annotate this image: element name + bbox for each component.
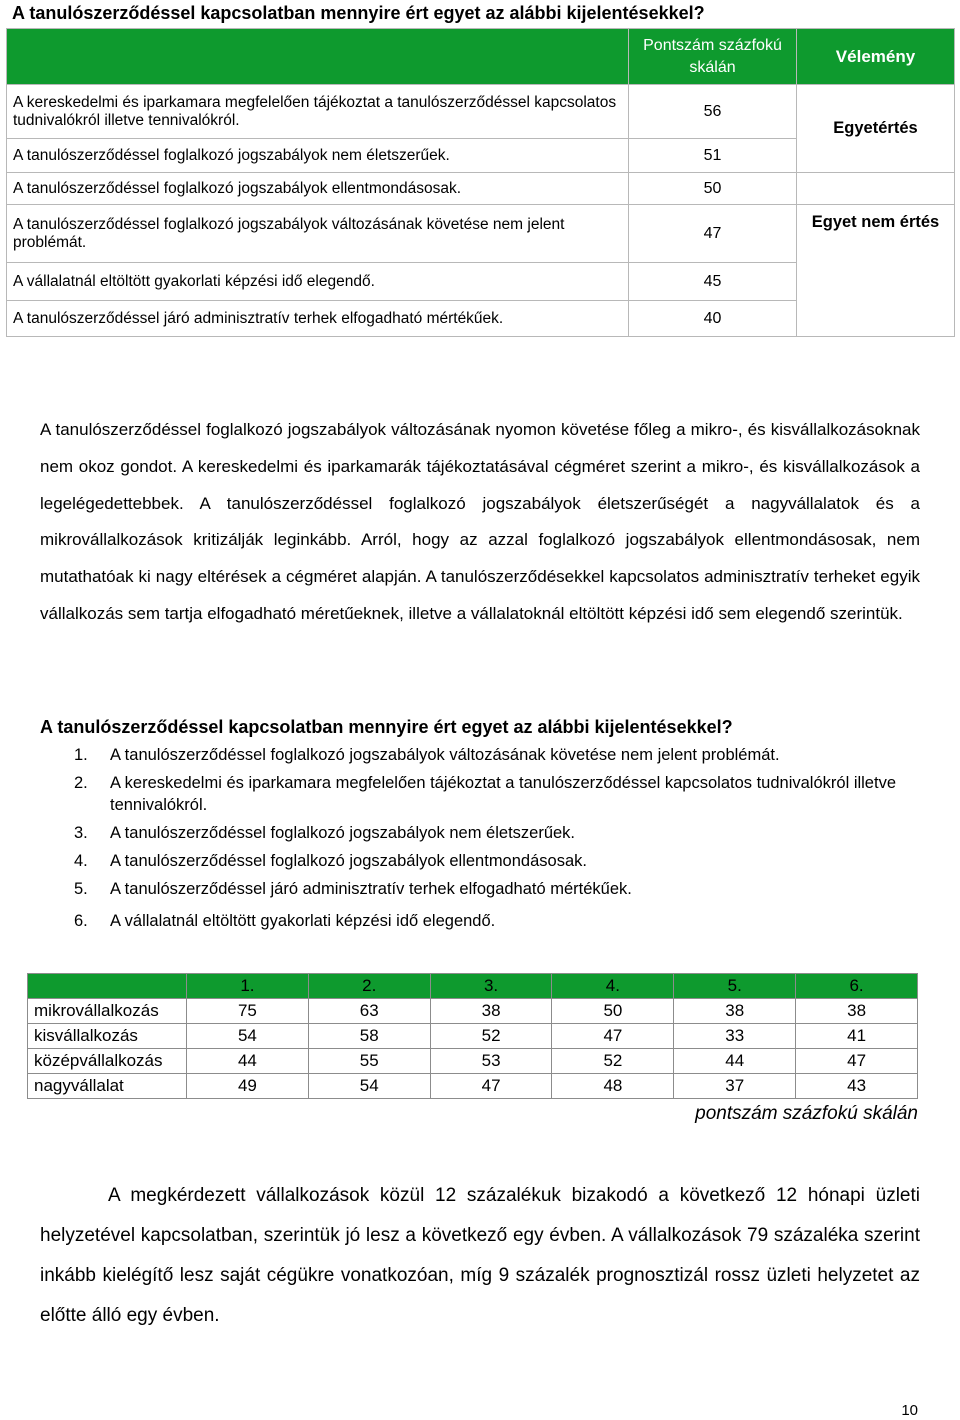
score-cell: 45: [629, 263, 797, 301]
table-note: pontszám százfokú skálán: [695, 1103, 918, 1124]
statement-cell: A vállalatnál eltöltött gyakorlati képzési idő elegendő.: [7, 263, 629, 301]
value-cell: 38: [796, 999, 918, 1024]
value-cell: 47: [430, 1074, 552, 1099]
list-text: A kereskedelmi és iparkamara megfelelően tájékoztat a tanulószerződéssel kapcsolatos tudnivalókról illetve tennivalókról.: [110, 774, 896, 814]
value-cell: 38: [674, 999, 796, 1024]
score-cell: 50: [629, 173, 797, 205]
list-item: [40, 850, 920, 872]
section-title-top: A tanulószerződéssel kapcsolatban mennyire ért egyet az alábbi kijelentésekkel?: [12, 3, 705, 23]
score-cell: 40: [629, 301, 797, 337]
list-item: [40, 744, 920, 766]
list-item: [40, 772, 920, 816]
column-header: 3.: [430, 974, 552, 999]
list-number: 2.: [74, 774, 88, 792]
header-empty-cell: [28, 974, 187, 999]
value-cell: 75: [187, 999, 309, 1024]
list-number: 1.: [74, 746, 88, 764]
page-number: 10: [901, 1402, 918, 1419]
column-header: 6.: [796, 974, 918, 999]
list-text: A tanulószerződéssel járó adminisztratív terhek elfogadható mértékűek.: [110, 880, 632, 898]
outlook-paragraph: [40, 1176, 920, 1336]
row-label: nagyvállalat: [28, 1074, 187, 1099]
value-cell: 54: [187, 1024, 309, 1049]
opinion-disagree-cell: Egyet nem értés: [797, 205, 955, 337]
column-header: 1.: [187, 974, 309, 999]
value-cell: 55: [308, 1049, 430, 1074]
score-cell: 47: [629, 205, 797, 263]
statement-cell: A tanulószerződéssel foglalkozó jogszabályok nem életszerűek.: [7, 139, 629, 173]
list-text: A tanulószerződéssel foglalkozó jogszabályok nem életszerűek.: [110, 824, 576, 842]
list-number: 3.: [74, 824, 88, 842]
row-label: középvállalkozás: [28, 1049, 187, 1074]
list-text: A vállalatnál eltöltött gyakorlati képzési idő elegendő.: [110, 912, 496, 930]
section-title-list: A tanulószerződéssel kapcsolatban mennyire ért egyet az alábbi kijelentésekkel?: [40, 717, 733, 737]
value-cell: 50: [552, 999, 674, 1024]
value-cell: 63: [308, 999, 430, 1024]
value-cell: 52: [430, 1024, 552, 1049]
column-header: 5.: [674, 974, 796, 999]
value-cell: 44: [674, 1049, 796, 1074]
opinion-agree-cell: Egyetértés: [797, 85, 955, 173]
table-row: [7, 85, 955, 139]
table-row: [28, 1074, 918, 1099]
company-size-table: [27, 973, 918, 1099]
header-score-cell: Pontszám százfokú skálán: [629, 29, 797, 85]
list-item: [40, 910, 920, 932]
value-cell: 58: [308, 1024, 430, 1049]
value-cell: 49: [187, 1074, 309, 1099]
value-cell: 54: [308, 1074, 430, 1099]
analysis-paragraph: A tanulószerződéssel foglalkozó jogszabályok változásának nyomon követése főleg a mikro-, és kisvállalkozásoknak nem okoz gondot. A kereskedelmi és iparkamarák tájékoztatásával cégméret szerint a mikro-, és kisvállalkozások a legelégedettebbek. A tanulószerződéssel foglalkozó jogszabályok életszerűségét a nagyvállalatok és a mikrovállalkozások kritizálják leginkább. Arról, hogy az azzal foglalkozó jogszabályok ellentmondásosak, nem mutathatóak ki nagy eltérések a cégméret alapján. A tanulószerződésekkel kapcsolatos adminisztratív terheket egyik vállalkozás sem tartja elfogadható méretűeknek, illetve a vállalatoknál eltöltött képzési idő sem elegendő szerintük.: [40, 420, 920, 623]
list-item: [40, 822, 920, 844]
list-item: [40, 878, 920, 900]
value-cell: 37: [674, 1074, 796, 1099]
score-cell: 51: [629, 139, 797, 173]
value-cell: 44: [187, 1049, 309, 1074]
list-number: 4.: [74, 852, 88, 870]
value-cell: 48: [552, 1074, 674, 1099]
list-number: 5.: [74, 880, 88, 898]
statement-list: [40, 744, 920, 932]
outlook-paragraph-text: A megkérdezett vállalkozások közül 12 százalékuk bizakodó a következő 12 hónapi üzleti helyzetével kapcsolatban, szerintük jó lesz a következő egy évben. A vállalkozások 79 százaléka szerint inkább kielégítő lesz saját cégükre vonatkozóan, míg 9 százalék prognosztizál rossz üzleti helyzetet az előtte álló egy évben.: [40, 1185, 920, 1326]
value-cell: 47: [796, 1049, 918, 1074]
value-cell: 33: [674, 1024, 796, 1049]
opinion-spacer-cell: [797, 173, 955, 205]
table-header-row: [7, 29, 955, 85]
value-cell: 43: [796, 1074, 918, 1099]
value-cell: 53: [430, 1049, 552, 1074]
row-label: mikrovállalkozás: [28, 999, 187, 1024]
list-number: 6.: [74, 912, 88, 930]
statement-cell: A kereskedelmi és iparkamara megfelelően tájékoztat a tanulószerződéssel kapcsolatos tudnivalókról illetve tennivalókról.: [7, 85, 629, 139]
table-row: [28, 1024, 918, 1049]
table-row: [28, 999, 918, 1024]
value-cell: 52: [552, 1049, 674, 1074]
header-opinion-cell: Vélemény: [797, 29, 955, 85]
statement-cell: A tanulószerződéssel járó adminisztratív terhek elfogadható mértékűek.: [7, 301, 629, 337]
row-label: kisvállalkozás: [28, 1024, 187, 1049]
column-header: 4.: [552, 974, 674, 999]
list-text: A tanulószerződéssel foglalkozó jogszabályok ellentmondásosak.: [110, 852, 587, 870]
list-text: A tanulószerződéssel foglalkozó jogszabályok változásának követése nem jelent problémát.: [110, 746, 780, 764]
score-cell: 56: [629, 85, 797, 139]
value-cell: 38: [430, 999, 552, 1024]
table-row: [28, 1049, 918, 1074]
table-row: [7, 173, 955, 205]
column-header: 2.: [308, 974, 430, 999]
agreement-score-table: [6, 28, 955, 337]
value-cell: 41: [796, 1024, 918, 1049]
table-header-row: [28, 974, 918, 999]
table-row: [7, 205, 955, 263]
value-cell: 47: [552, 1024, 674, 1049]
header-statement-cell: [7, 29, 629, 85]
statement-cell: A tanulószerződéssel foglalkozó jogszabályok ellentmondásosak.: [7, 173, 629, 205]
statement-cell: A tanulószerződéssel foglalkozó jogszabályok változásának követése nem jelent problémát.: [7, 205, 629, 263]
